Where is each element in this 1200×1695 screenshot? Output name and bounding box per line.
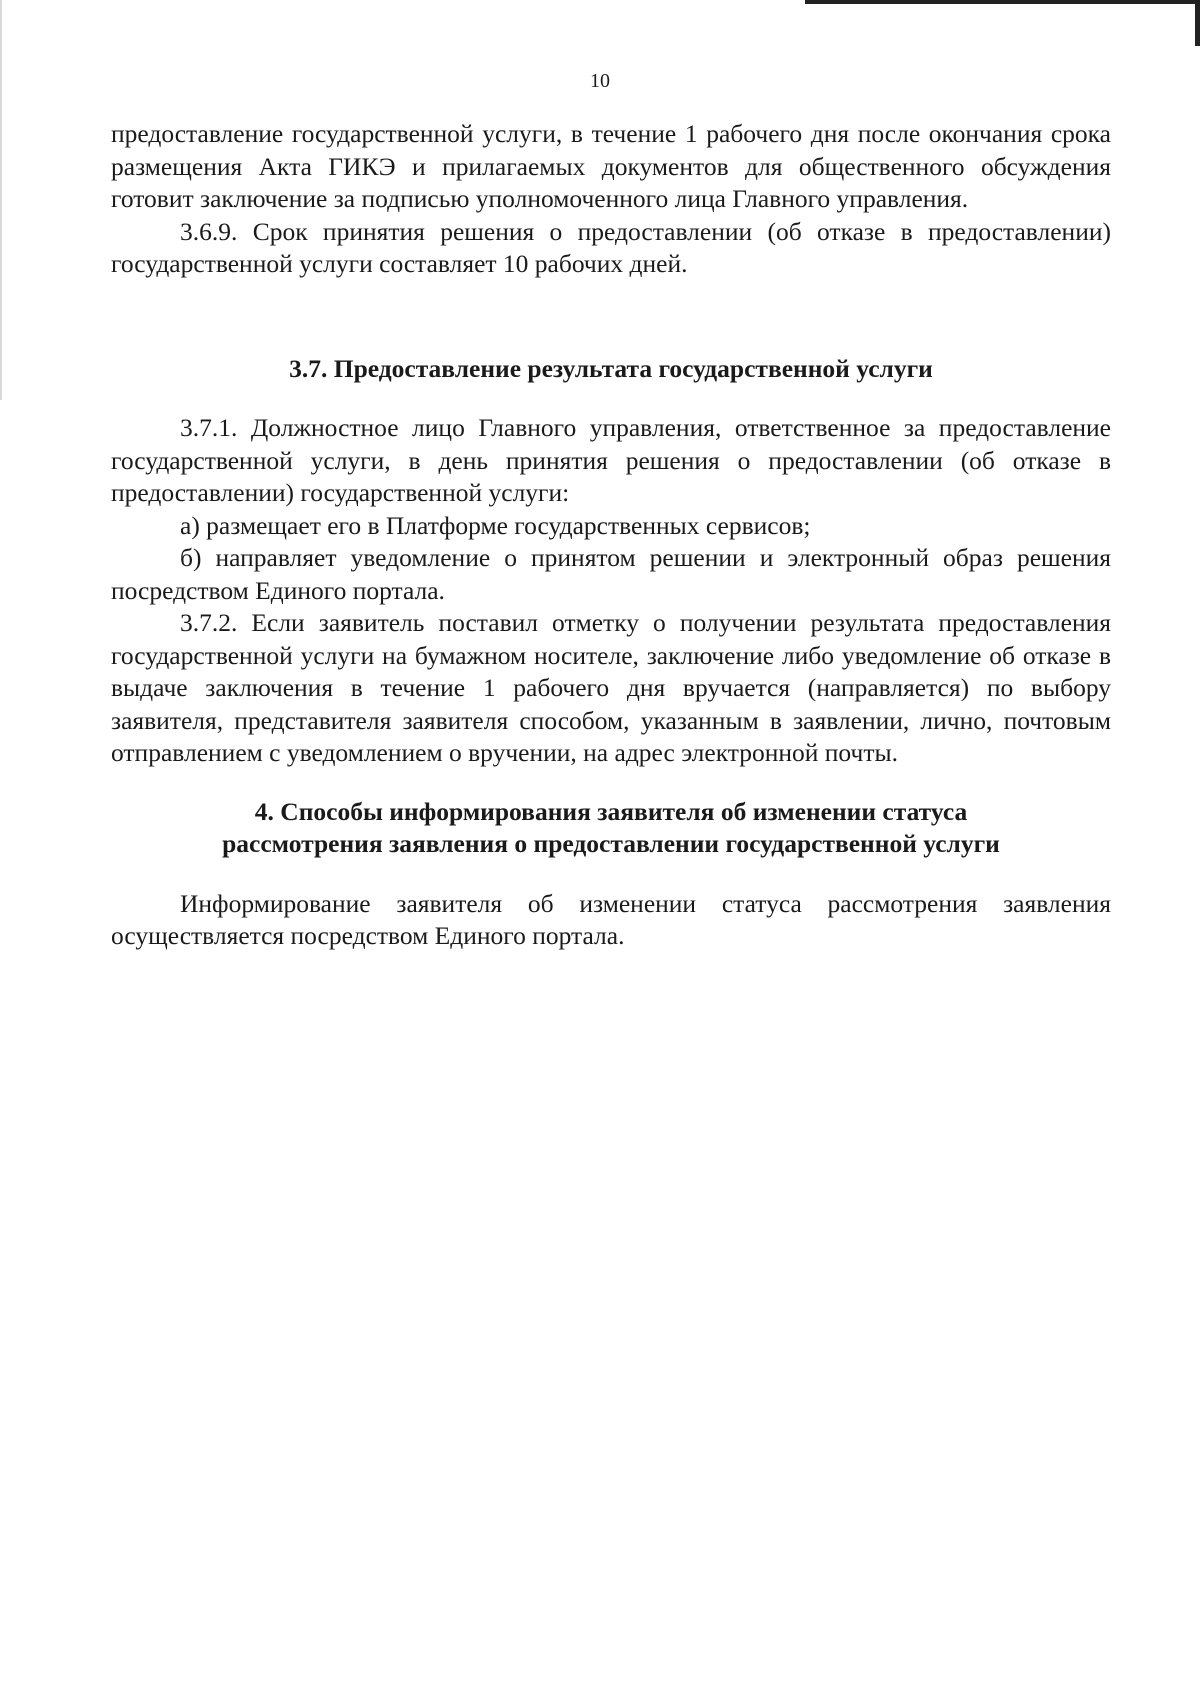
paragraph-3-7-1: 3.7.1. Должностное лицо Главного управления, ответственное за предоставление государственной услуги, в день принятия решения о предоставлении (об отказе в предоставлении) государственной услуги: — [111, 413, 1111, 507]
paragraph-3-6-9: 3.6.9. Срок принятия решения о предоставлении (об отказе в предоставлении) государственной услуги составляет 10 рабочих дней. — [111, 216, 1111, 278]
paragraph-4-1: Информирование заявителя об изменении статуса рассмотрения заявления осуществляется посредством Единого портала. — [111, 888, 1111, 950]
scan-artifact-left-edge — [0, 0, 2, 400]
document-body — [111, 118, 1111, 953]
scan-artifact-top-line — [805, 0, 1200, 4]
section-heading-4-line2: рассмотрения заявления о предоставлении государственной услуги — [222, 829, 1000, 858]
list-item-b: б) направляет уведомление о принятом решении и электронный образ решения посредством Единого портала. — [111, 543, 1111, 605]
paragraph-3-7-2: 3.7.2. Если заявитель поставил отметку о получении результата предоставления государственной услуги на бумажном носителе, заключение либо уведомление об отказе в выдаче заключения в течение 1 рабочего дня вручается (направляется) по выбору заявителя, представителя заявителя способом, указанным в заявлении, лично, почтовым отправлением с уведомлением о вручении, на адрес электронной почты. — [111, 608, 1111, 767]
section-heading-3-7: 3.7. Предоставление результата государственной услуги — [289, 353, 933, 383]
section-heading-4 — [111, 796, 1111, 861]
section-heading-4-line1: 4. Способы информирования заявителя об изменении статуса — [254, 796, 968, 826]
scan-artifact-right-line — [1195, 0, 1200, 46]
paragraph-intro: предоставление государственной услуги, в течение 1 рабочего дня после окончания срока размещения Акта ГИКЭ и прилагаемых документов для общественного обсуждения готовит заключение за подписью уполномоченного лица Главного управления. — [111, 119, 1111, 213]
list-item-a: а) размещает его в Платформе государственных сервисов; — [180, 510, 811, 540]
page-number: 10 — [590, 70, 610, 92]
